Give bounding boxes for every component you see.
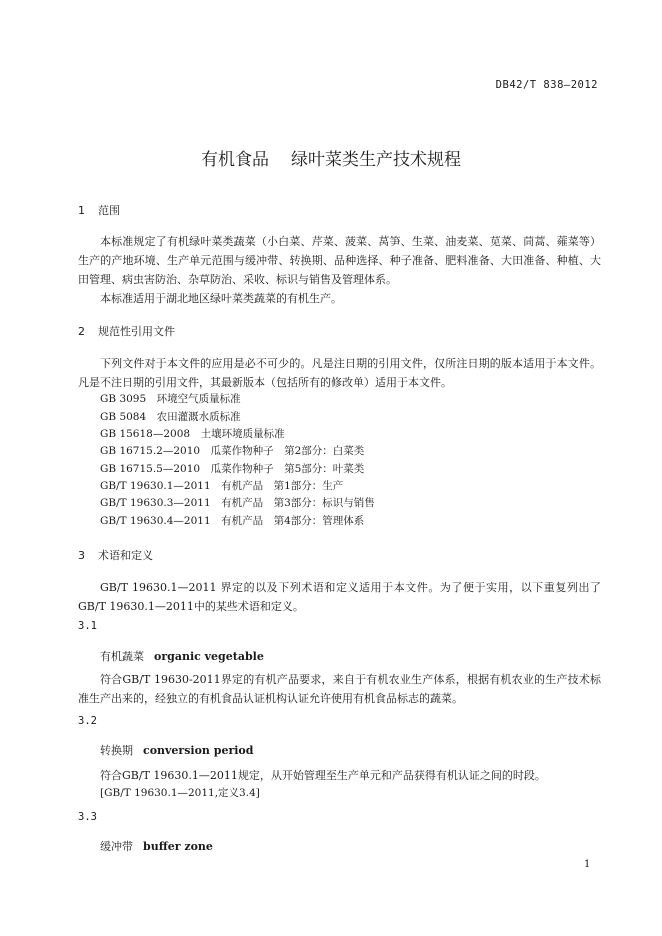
title-part1: 有机食品 (201, 150, 269, 170)
term-number: 3.2 (78, 715, 97, 727)
term-number: 3.1 (78, 620, 97, 632)
section-2-heading: 2 规范性引用文件 (78, 325, 175, 338)
section-1-paragraph-2: 本标准适用于湖北地区绿叶菜类蔬菜的有机生产。 (100, 292, 342, 305)
reference-item: GB 5084 农田灌溉水质标准 (100, 411, 241, 423)
section-2-paragraph-1: 下列文件对于本文件的应用是必不可少的。凡是注日期的引用文件，仅所注日期的版本适用于本文件。凡是不注日期的引用文件，其最新版本（包括所有的修改单）适用于本文件。 (78, 357, 601, 389)
reference-item: GB 15618—2008 土壤环境质量标准 (100, 428, 285, 440)
title-part2: 绿叶菜类生产技术规程 (291, 150, 461, 170)
reference-item: GB/T 19630.3—2011 有机产品 第3部分：标识与销售 (100, 497, 375, 509)
reference-item: GB 16715.2—2010 瓜菜作物种子 第2部分：白菜类 (100, 445, 365, 457)
page-number: 1 (584, 859, 591, 870)
term-heading: 有机蔬菜 organic vegetable (100, 650, 264, 663)
section-3-heading: 3 术语和定义 (78, 549, 153, 562)
reference-item: GB/T 19630.4—2011 有机产品 第4部分：管理体系 (100, 515, 365, 527)
page-title (0, 145, 662, 170)
term-heading: 缓冲带 buffer zone (100, 840, 213, 853)
reference-item: GB 3095 环境空气质量标准 (100, 393, 241, 405)
reference-item: GB/T 19630.1—2011 有机产品 第1部分：生产 (100, 480, 344, 492)
section-3-paragraph-1: GB/T 19630.1—2011 界定的以及下列术语和定义适用于本文件。为了便于实用，以下重复列出了GB/T 19630.1—2011中的某些术语和定义。 (78, 581, 601, 613)
term-definition: 符合GB/T 19630.1—2011规定，从开始管理至生产单元和产品获得有机认证之间的时段。 (100, 769, 546, 782)
document-number: DB42/T 838—2012 (495, 79, 598, 91)
term-source: [GB/T 19630.1—2011,定义3.4] (100, 787, 260, 799)
section-1-paragraph-1: 本标准规定了有机绿叶菜类蔬菜（小白菜、芹菜、菠菜、莴笋、生菜、油麦菜、苋菜、茼蒿、蕹菜等）生产的产地环境、生产单元范围与缓冲带、转换期、品种选择、种子准备、肥料准备、大田准备、种植、大田管理、病虫害防治、杂草防治、采收、标识与销售及管理体系。 (78, 235, 601, 286)
section-1-heading: 1 范围 (78, 204, 120, 217)
term-number: 3.3 (78, 811, 97, 823)
term-definition: 符合GB/T 19630-2011界定的有机产品要求，来自于有机农业生产体系，根据有机农业的生产技术标准生产出来的，经独立的有机食品认证机构认证允许使用有机食品标志的蔬菜。 (78, 673, 601, 705)
term-heading: 转换期 conversion period (100, 744, 254, 757)
reference-item: GB 16715.5—2010 瓜菜作物种子 第5部分：叶菜类 (100, 463, 365, 475)
